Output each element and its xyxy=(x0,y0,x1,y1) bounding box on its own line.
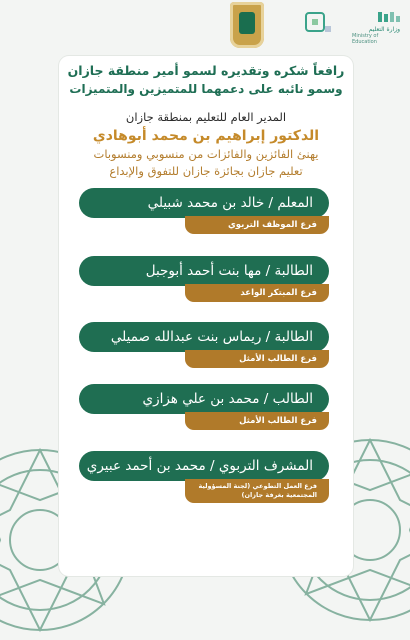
winner-branch: فرع المبتكر الواعد xyxy=(185,284,329,302)
ministry-mark-icon xyxy=(378,10,400,24)
jazan-education-seal-logo xyxy=(230,2,264,48)
winner-item xyxy=(79,188,329,234)
director-section xyxy=(59,108,353,180)
winner-name: الطالبة / مها بنت أحمد أبوجبل xyxy=(79,256,329,286)
header-logos xyxy=(0,0,410,52)
winner-name: المعلم / خالد بن محمد شبيلي xyxy=(79,188,329,218)
winner-name: الطالبة / ريماس بنت عبدالله صميلي xyxy=(79,322,329,352)
winner-item xyxy=(79,384,329,430)
thanks-message xyxy=(59,62,353,98)
thanks-line-2: وسمو نائبه على دعمهما للمتميزين والمتميزات xyxy=(69,82,343,96)
winner-branch: فرع الموظف التربوي xyxy=(185,216,329,234)
director-name: الدكتور إبراهيم بن محمد أبوهادي xyxy=(92,128,320,144)
winner-item xyxy=(79,322,329,368)
winner-item xyxy=(79,451,329,503)
winner-item xyxy=(79,256,329,302)
ministry-of-education-logo xyxy=(352,10,400,45)
thanks-line-1: رافعاً شكره وتقديره لسمو أمير منطقة جازان xyxy=(67,63,345,78)
ministry-subtitle: Ministry of Education xyxy=(352,33,379,45)
winner-name: الطالب / محمد بن علي هزازي xyxy=(79,384,329,414)
winner-name: المشرف التربوي / محمد بن أحمد عبيري xyxy=(79,451,329,481)
ministry-name: وزارة التعليم xyxy=(368,26,400,33)
congratulations-card xyxy=(59,56,353,576)
director-title: المدير العام للتعليم بمنطقة جازان xyxy=(125,110,287,124)
congrats-line-2: تعليم جازان بجائزة جازان للتفوق والإبداع xyxy=(109,164,303,178)
winner-branch: فرع الطالب الأمثل xyxy=(185,350,329,368)
winner-branch: فرع الطالب الأمثل xyxy=(185,412,329,430)
vision-2030-logo xyxy=(303,10,333,36)
winner-branch: فرع العمل التطوعي (لجنة المسؤولية المجتمعية بغرفة جازان) xyxy=(185,479,329,503)
congrats-line-1: يهنئ الفائزين والفائزات من منسوبي ومنسوبات xyxy=(93,147,319,161)
